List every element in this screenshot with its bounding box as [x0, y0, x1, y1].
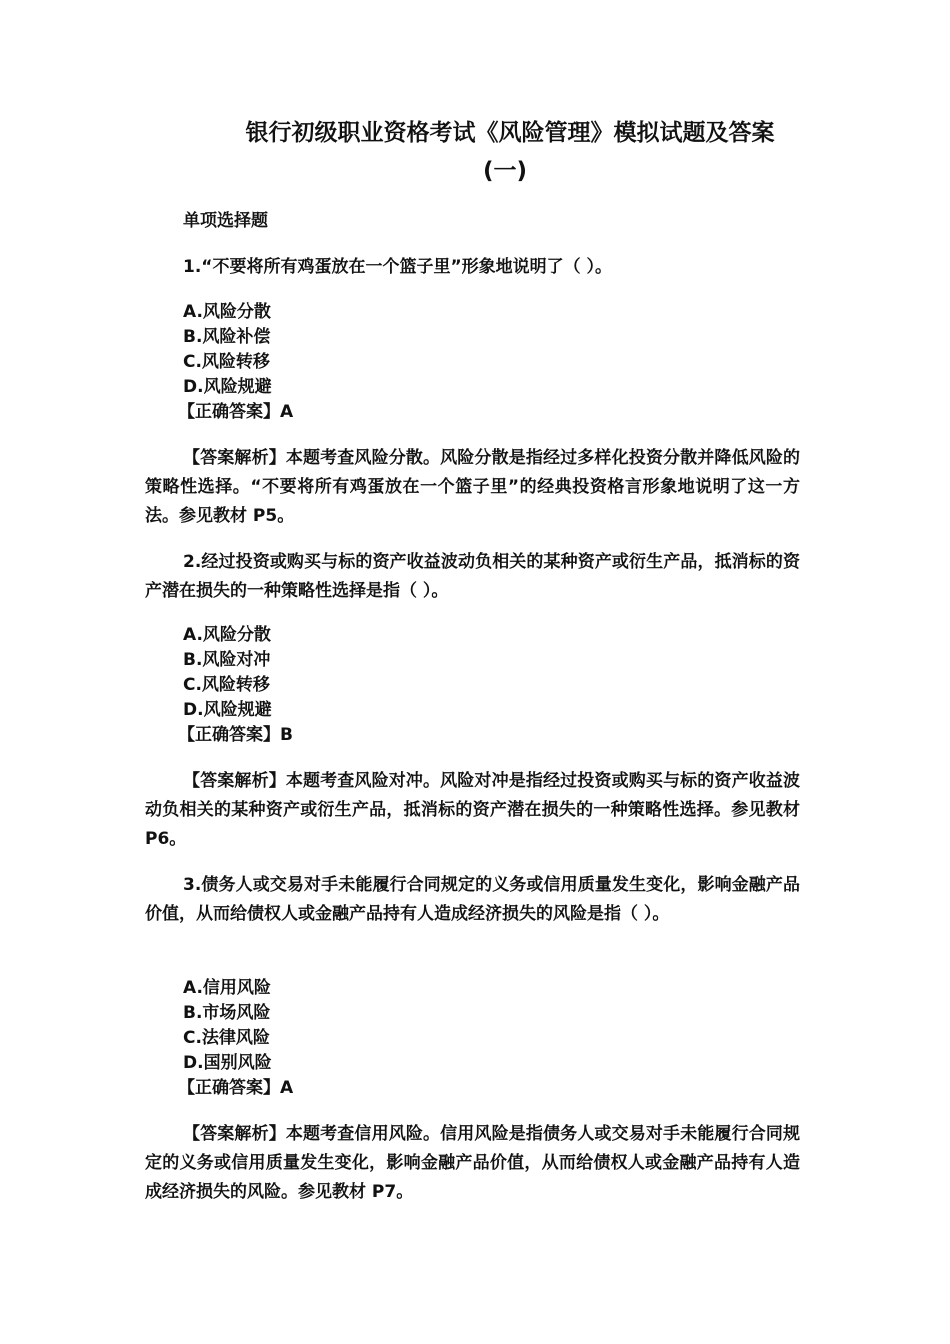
question-1-option-a: A.风险分散 [183, 302, 271, 322]
document-title: 银行初级职业资格考试《风险管理》模拟试题及答案 [245, 120, 775, 146]
question-3-option-d: D.国别风险 [183, 1053, 272, 1073]
question-1-stem: 1.“不要将所有鸡蛋放在一个篮子里”形象地说明了（ ）。 [183, 257, 613, 277]
question-1-answer: 【正确答案】A [178, 402, 294, 422]
question-2-option-d: D.风险规避 [183, 700, 272, 720]
question-1-option-c: C.风险转移 [183, 352, 270, 372]
question-2-stem: 2.经过投资或购买与标的资产收益波动负相关的某种资产或衍生产品，抵消标的资产潜在损失的一种策略性选择是指（ ）。 [145, 552, 800, 601]
question-2-option-a: A.风险分散 [183, 625, 271, 645]
document-title-number: (一) [482, 158, 528, 184]
question-3-analysis: 【答案解析】本题考查信用风险。信用风险是指债务人或交易对手未能履行合同规定的义务或信用质量发生变化，影响金融产品价值，从而给债权人或金融产品持有人造成经济损失的风险。参见教材 P7。 [145, 1124, 800, 1202]
question-1-option-b: B.风险补偿 [183, 327, 271, 347]
question-3-option-c: C.法律风险 [183, 1028, 270, 1048]
section-heading: 单项选择题 [183, 211, 268, 231]
question-3-stem: 3.债务人或交易对手未能履行合同规定的义务或信用质量发生变化，影响金融产品价值，从而给债权人或金融产品持有人造成经济损失的风险是指（ ）。 [145, 875, 800, 924]
question-2-answer: 【正确答案】B [178, 725, 293, 745]
question-3-option-b: B.市场风险 [183, 1003, 271, 1023]
question-2-option-b: B.风险对冲 [183, 650, 271, 670]
question-2-option-c: C.风险转移 [183, 675, 270, 695]
question-3-answer: 【正确答案】A [178, 1078, 294, 1098]
question-1-option-d: D.风险规避 [183, 377, 272, 397]
question-1-analysis: 【答案解析】本题考查风险分散。风险分散是指经过多样化投资分散并降低风险的策略性选择。“不要将所有鸡蛋放在一个篮子里”的经典投资格言形象地说明了这一方法。参见教材 P5。 [145, 448, 800, 526]
question-3-option-a: A.信用风险 [183, 978, 271, 998]
question-2-analysis: 【答案解析】本题考查风险对冲。风险对冲是指经过投资或购买与标的资产收益波动负相关的某种资产或衍生产品，抵消标的资产潜在损失的一种策略性选择。参见教材 P6。 [145, 771, 800, 849]
